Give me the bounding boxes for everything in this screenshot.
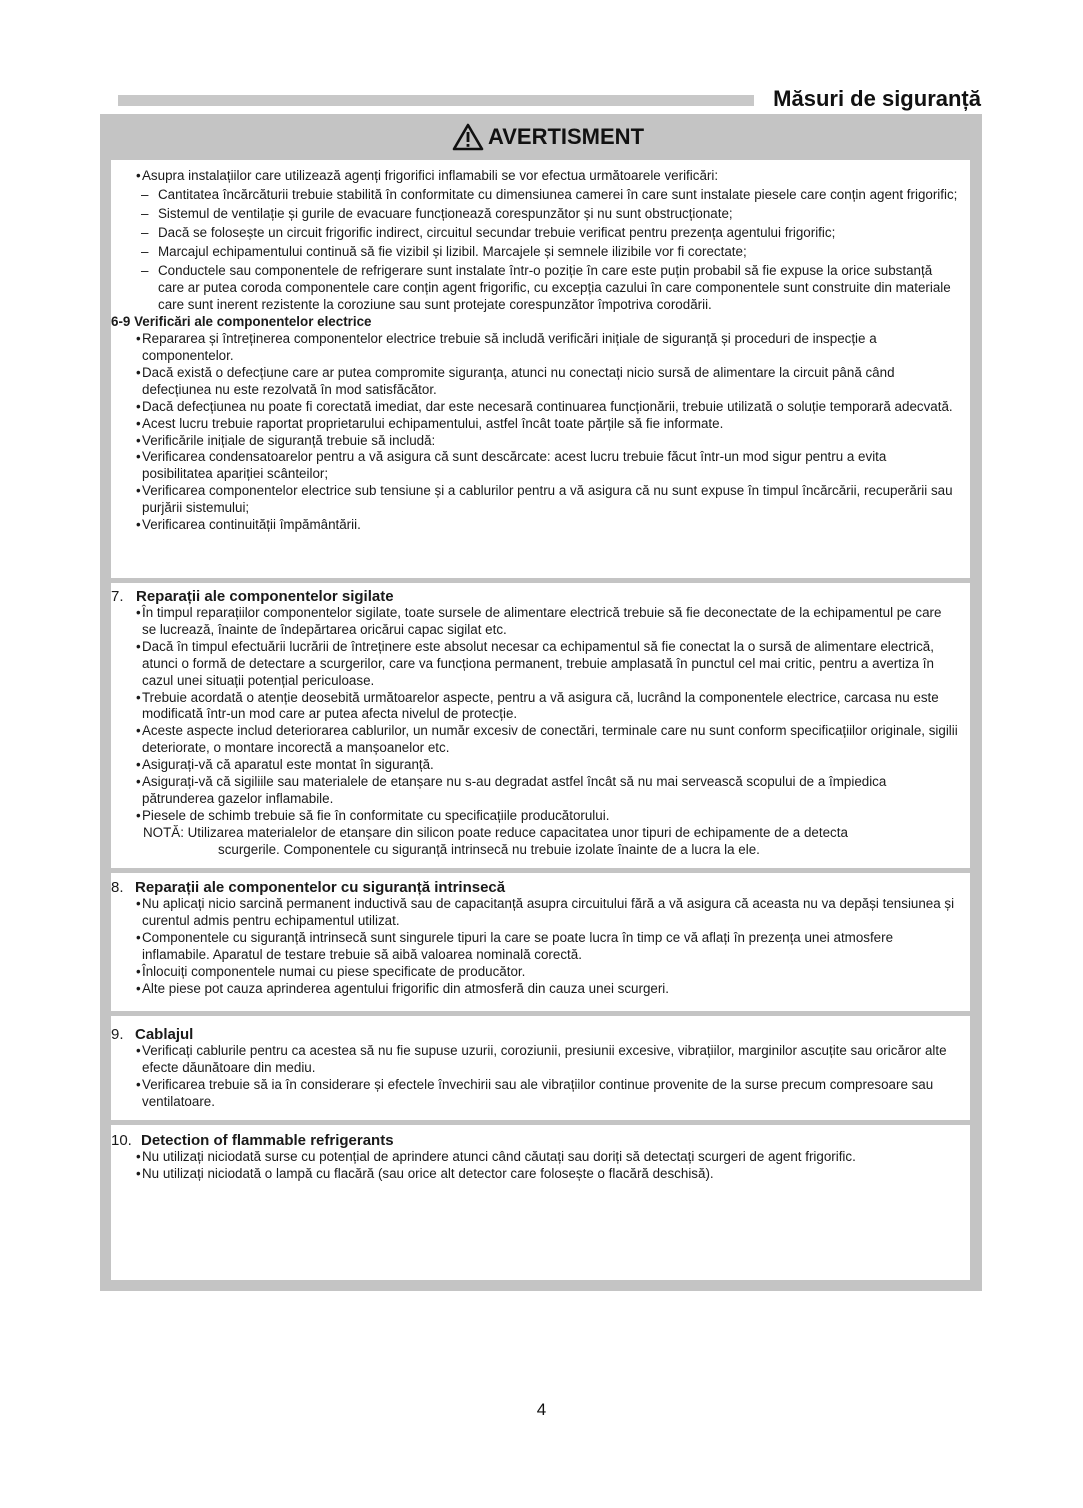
panel-general-checks xyxy=(111,160,970,578)
section-8-heading xyxy=(111,879,958,896)
section-number: 10. xyxy=(111,1132,132,1149)
dash-item: – Dacă se folosește un circuit frigorific indirect, circuitul secundar trebuie verificat pentru prezența agentului frigorific; xyxy=(141,225,958,242)
page-number: 4 xyxy=(536,1400,547,1419)
warning-heading xyxy=(438,123,644,151)
list-item: • Componentele cu siguranță intrinsecă sunt singurele tipuri la care se poate lucra în timp ce vă aflați în prezența unei atmosfere inflamabile. Aparatul de testare trebuie să aibă valoarea nominală corectă. xyxy=(136,930,958,964)
dash-item: – Sistemul de ventilație și gurile de evacuare funcționează corespunzător și nu sunt obstrucționate; xyxy=(141,206,958,223)
section-7-heading xyxy=(111,588,958,605)
list-item: • În timpul reparațiilor componentelor sigilate, toate sursele de alimentare electrică trebuie să fie deconectate de la echipamentul pe care se lucrează, înainte de îndepărtarea oricărui capac sigilat etc. xyxy=(136,605,958,639)
list-item: • Acest lucru trebuie raportat proprietarului echipamentului, astfel încât toate părțile să fie informate. xyxy=(136,416,958,433)
list-item: • Repararea și întreținerea componentelor electrice trebuie să includă verificări inițiale de siguranță și proceduri de inspecție a componentelor. xyxy=(136,331,958,365)
warning-title-band xyxy=(100,114,982,160)
list-item: • Verificarea trebuie să ia în considerare și efectele învechirii sau ale vibrațiilor continue provenite de la surse precum compresoare sau ventilatoare. xyxy=(136,1077,958,1111)
section-6-9-heading: 6-9 Verificări ale componentelor electrice xyxy=(111,314,372,330)
page-title: Măsuri de siguranță xyxy=(773,86,981,111)
list-item: • Verificarea continuității împământării. xyxy=(136,517,958,534)
section-9-panel xyxy=(111,1016,970,1120)
warning-title: AVERTISMENT xyxy=(487,124,645,149)
section-number: 7. xyxy=(111,588,124,605)
list-item: • Asigurați-vă că aparatul este montat în siguranță. xyxy=(136,757,958,774)
list-item: • Nu utilizați niciodată surse cu potențial de aprindere atunci când căutați sau doriți să detectați scurgeri de agent frigorific. xyxy=(136,1149,958,1166)
section-title: Reparații ale componentelor cu siguranță intrinsecă xyxy=(135,879,506,896)
section-9-heading xyxy=(111,1026,958,1043)
note-text: NOTĂ: Utilizarea materialelor de etanșare din silicon poate reduce capacitatea unor tipuri de echipamente de a detecta xyxy=(143,824,848,840)
section-7-panel xyxy=(111,583,970,868)
section-title: Cablajul xyxy=(135,1026,194,1043)
section-title: Reparații ale componentelor sigilate xyxy=(136,588,394,605)
list-item: • Nu aplicați nicio sarcină permanent inductivă sau de capacitanță asupra circuitului fără a vă asigura că aceasta nu va depăși tensiunea și curentul admis pentru echipamentul utilizat. xyxy=(136,896,958,930)
list-item: • Alte piese pot cauza aprinderea agentului frigorific din atmosferă din cauza unei scurgeri. xyxy=(136,981,958,998)
list-item: • Verificarea condensatoarelor pentru a vă asigura că sunt descărcate: acest lucru trebuie făcut într-un mod sigur pentru a evita posibilitatea apariției scânteilor; xyxy=(136,449,958,483)
list-item: • Asupra instalațiilor care utilizează agenți frigorifici inflamabili se vor efectua următoarele verificări: xyxy=(136,168,958,185)
dash-item: – Cantitatea încărcăturii trebuie stabilită în conformitate cu dimensiunea camerei în care sunt instalate piesele care conțin agent frigorific; xyxy=(141,187,958,204)
section-title: Detection of flammable refrigerants xyxy=(141,1132,394,1149)
section-10-panel xyxy=(111,1125,970,1280)
section-number: 9. xyxy=(111,1026,124,1043)
header-bar xyxy=(118,95,754,106)
list-item: • Trebuie acordată o atenție deosebită următoarelor aspecte, pentru a vă asigura că, lucrând la componentele electrice, carcasa nu este modificată într-un mod care ar putea afecta nivelul de protecție. xyxy=(136,690,958,724)
section-number: 8. xyxy=(111,879,124,896)
warning-frame xyxy=(100,114,982,1291)
list-item: • Aceste aspecte includ deteriorarea cablurilor, un număr excesiv de conectări, terminale care nu sunt conform specificațiilor originale, sigilii deteriorate, o montare incorectă a manșoanelor etc. xyxy=(136,723,958,757)
list-item: • Verificați cablurile pentru ca acestea să nu fie supuse uzurii, coroziunii, presiunii excesive, vibrațiilor, marginilor ascuțite sau oricăror alte efecte dăunătoare din mediu. xyxy=(136,1043,958,1077)
dash-item: – Conductele sau componentele de refrigerare sunt instalate într-o poziție în care este puțin probabil să fie expuse la orice substanță care ar putea coroda componentele care conțin agent frigorific, cu excepția cazului în care componentele sunt construite din materiale care sunt inerent rezistente la coroziune sau sunt protejate corespunzător împotriva corodării. xyxy=(141,263,958,314)
list-item: • Verificările inițiale de siguranță trebuie să includă: xyxy=(136,433,958,450)
list-item: • Dacă există o defecțiune care ar putea compromite siguranța, atunci nu conectați nicio sursă de alimentare la circuit până când defecțiunea nu este rezolvată în mod satisfăcător. xyxy=(136,365,958,399)
list-item: • Dacă în timpul efectuării lucrării de întreținere este absolut necesar ca echipamentul să fie conectat la o sursă de alimentare electrică, atunci o formă de detectare a scurgerilor, care va funcționa permanent, trebuie amplasată în punctul cel mai critic, pentru a avertiza în cazul unei situații potențial periculoase. xyxy=(136,639,958,690)
section-10-heading xyxy=(111,1132,958,1149)
section-8-panel xyxy=(111,873,970,1011)
list-item: • Nu utilizați niciodată o lampă cu flacără (sau orice alt detector care folosește o flacără deschisă). xyxy=(136,1166,958,1183)
list-item: • Verificarea componentelor electrice sub tensiune și a cablurilor pentru a vă asigura că nu sunt expuse în timpul încărcării, recuperării sau purjării sistemului; xyxy=(136,483,958,517)
dash-item: – Marcajul echipamentului continuă să fie vizibil și lizibil. Marcajele și semnele ilizibile vor fi corectate; xyxy=(141,244,958,261)
list-item: • Piesele de schimb trebuie să fie în conformitate cu specificațiile producătorului. xyxy=(136,808,958,825)
list-item: • Înlocuiți componentele numai cu piese specificate de producător. xyxy=(136,964,958,981)
list-item: • Asigurați-vă că sigiliile sau materialele de etanșare nu s-au degradat astfel încât să nu mai servească scopului de a împiedica pătrunderea gazelor inflamabile. xyxy=(136,774,958,808)
note-text-continuation: scurgerile. Componentele cu siguranță intrinsecă nu trebuie izolate înainte de a lucra la ele. xyxy=(218,841,760,857)
warning-triangle-icon xyxy=(452,123,484,151)
list-item: • Dacă defecțiunea nu poate fi corectată imediat, dar este necesară continuarea funcționării, trebuie utilizată o soluție temporară adecvată. xyxy=(136,399,958,416)
